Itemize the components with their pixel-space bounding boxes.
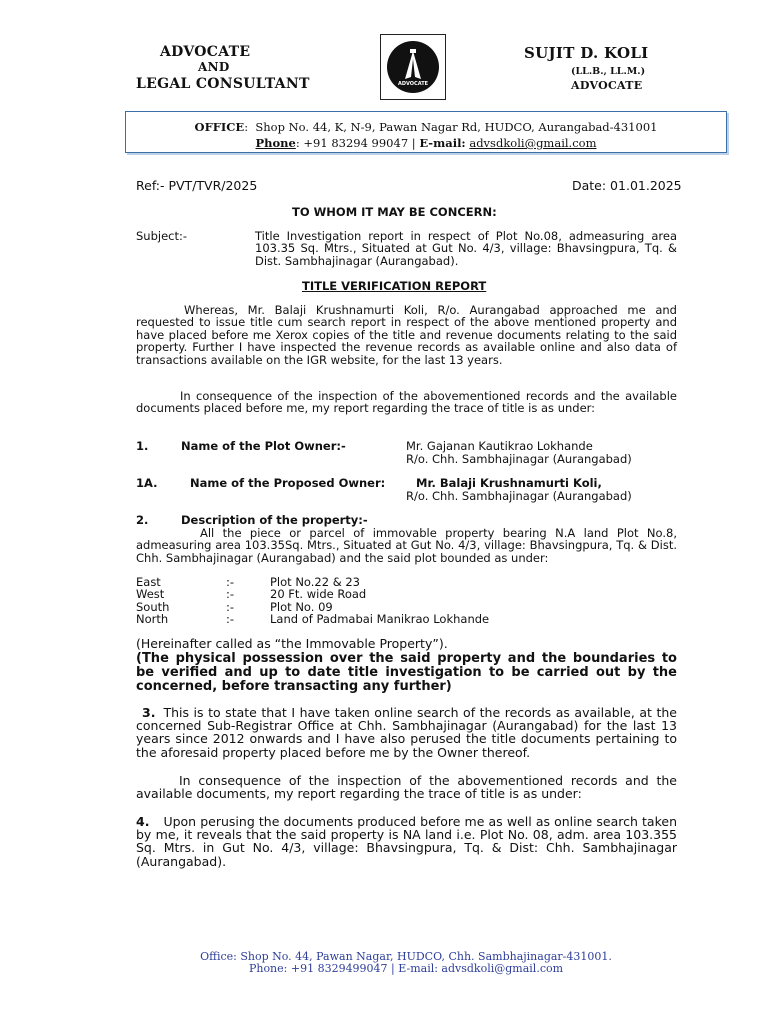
- email-link[interactable]: advsdkoli@gmail.com: [469, 136, 597, 150]
- office-box: [125, 111, 727, 153]
- report-title: TITLE VERIFICATION REPORT: [302, 279, 487, 293]
- boundary-value: Land of Padmabai Manikrao Lokhande: [270, 612, 490, 627]
- possession-note: (The physical possession over the said property and the boundaries to be verified and up to date title investigation to be carried out by the concerned, before transacting any further): [136, 651, 677, 694]
- item1a-owner-residence: R/o. Chh. Sambhajinagar (Aurangabad): [406, 489, 632, 503]
- item2-label: Description of the property:-: [181, 513, 368, 527]
- item1-number: 1.: [136, 439, 149, 453]
- boundary-value: Plot No.22 & 23: [270, 575, 360, 589]
- document-date: Date: 01.01.2025: [572, 178, 682, 193]
- item2-description: All the piece or parcel of immovable property bearing N.A land Plot No.8, admeasuring area 103.35Sq. Mtrs., Situated at Gut No. 4/3, village: Bhavsingpura, Tq. & Dist. Chh. Sambhajinagar (Aurangabad) and the said plot bounded as under:: [136, 526, 677, 565]
- header-name: SUJIT D. KOLI: [524, 44, 649, 62]
- subject-text: Title Investigation report in respect of Plot No.08, admeasuring area 103.35 Sq. Mtrs., Situated at Gut No. 4/3, village: Bhavsingpura, Tq. & Dist. Sambhajinagar (Aurangabad).: [255, 229, 677, 268]
- boundary-direction: East: [136, 575, 161, 589]
- header-advocate: ADVOCATE: [160, 44, 251, 60]
- header-and: AND: [198, 60, 230, 74]
- footer-address: Office: Shop No. 44, Pawan Nagar, HUDCO, Chh. Sambhajinagar-431001.: [200, 950, 612, 963]
- item1-owner-residence: R/o. Chh. Sambhajinagar (Aurangabad): [406, 452, 632, 466]
- item4-text: Upon perusing the documents produced before me as well as online search taken by me, it reveals that the said property is NA land i.e. Plot No. 08, adm. area 103.355 Sq. Mtrs. in Gut No. 4/3, village: Bhavsingpura, Tq. & Dist: Chh. Sambhajinagar (Aurangabad).: [136, 814, 677, 869]
- intro-paragraph: Whereas, Mr. Balaji Krushnamurti Koli, R/o. Aurangabad approached me and requested to issue title cum search report in respect of the above mentioned property and have placed before me Xerox copies of the title and revenue documents relating to the said property. Further I have inspected the revenue records as available online and also data of transactions available on the IGR website, for the last 13 years.: [136, 303, 677, 367]
- item1-label: Name of the Plot Owner:-: [181, 439, 346, 453]
- boundary-row: [136, 613, 636, 625]
- boundary-row: [136, 576, 636, 588]
- boundary-direction: West: [136, 587, 165, 602]
- boundary-value: 20 Ft. wide Road: [270, 587, 367, 602]
- logo-text: ADVOCATE: [397, 81, 429, 87]
- item2-number: 2.: [136, 513, 149, 527]
- item1a-owner-name: Mr. Balaji Krushnamurti Koli,: [416, 476, 602, 490]
- header-legal-consultant: LEGAL CONSULTANT: [136, 76, 310, 92]
- phone-value: +91 83294 99047: [303, 136, 409, 150]
- boundary-separator: :-: [226, 587, 235, 602]
- phone-label: Phone: [255, 136, 296, 150]
- office-address: Shop No. 44, K, N-9, Pawan Nagar Rd, HUDCO, Aurangabad-431001: [255, 120, 658, 134]
- boundary-direction: South: [136, 599, 170, 614]
- phone-line: Phone: +91 83294 99047 | E-mail: advsdkoli@gmail.com: [255, 136, 597, 150]
- item3-paragraph: [136, 706, 677, 759]
- footer-contact: Phone: +91 8329499047 | E-mail: advsdkoli@gmail.com: [248, 962, 564, 975]
- office-line: OFFICE: Shop No. 44, K, N-9, Pawan Nagar Rd, HUDCO, Aurangabad-431001: [194, 120, 658, 134]
- header-qualifications: (LL.B., LL.M.): [571, 66, 646, 77]
- item4-paragraph: [136, 815, 677, 868]
- consequence-paragraph: In consequence of the inspection of the abovementioned records and the available documents placed before me, my report regarding the trace of title is as under:: [136, 389, 677, 416]
- boundary-separator: :-: [226, 612, 235, 627]
- boundary-row: [136, 588, 636, 600]
- to-whom-heading: TO WHOM IT MAY BE CONCERN:: [292, 205, 497, 219]
- email-label: E-mail:: [419, 136, 466, 150]
- boundary-separator: :-: [226, 599, 235, 614]
- office-label: OFFICE: [194, 120, 245, 134]
- boundary-direction: North: [136, 612, 169, 627]
- boundaries-list: [136, 576, 636, 626]
- boundary-value: Plot No. 09: [270, 599, 333, 614]
- hereinafter-line: (Hereinafter called as “the Immovable Property”).: [136, 636, 448, 651]
- ref-number: Ref:- PVT/TVR/2025: [136, 178, 258, 193]
- item1-owner-name: Mr. Gajanan Kautikrao Lokhande: [406, 439, 593, 453]
- item3-number: 3.: [142, 705, 156, 720]
- item3-consequence: In consequence of the inspection of the abovementioned records and the available documents, my report regarding the trace of title is as under:: [136, 773, 677, 802]
- item3-text: This is to state that I have taken online search of the records as available, at the concerned Sub-Registrar Office at Chh. Sambhajinagar (Aurangabad) for the last 13 years since 2012 onwards and I have also perused the title documents pertaining to the aforesaid property placed before me by the Owner thereof.: [136, 705, 677, 760]
- subject-label: Subject:-: [136, 229, 188, 243]
- advocate-logo: [380, 34, 446, 100]
- item4-number: 4.: [136, 814, 150, 829]
- item1a-number: 1A.: [136, 476, 158, 490]
- boundary-separator: :-: [226, 575, 235, 589]
- item1a-label: Name of the Proposed Owner:: [190, 476, 386, 490]
- header-advocate-title: ADVOCATE: [571, 79, 643, 92]
